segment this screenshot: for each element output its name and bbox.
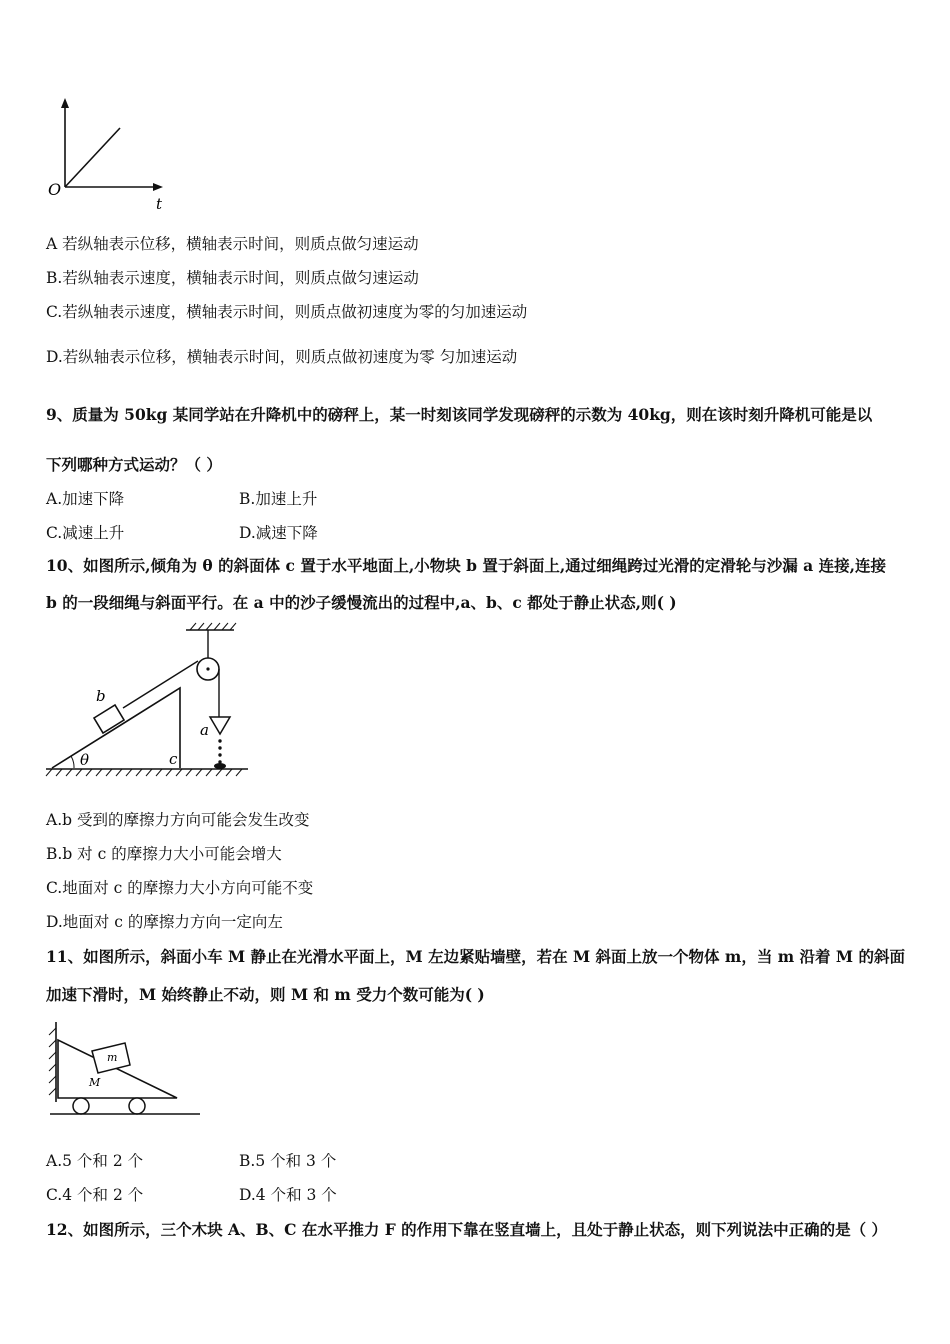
q9-stem-line2: 下列哪种方式运动？（ ） <box>46 455 222 474</box>
x-axis-label: t <box>156 195 163 213</box>
q11-option-d: D.4 个和 3 个 <box>239 1186 337 1204</box>
q10-stem-line1: 10、如图所示,倾角为 θ 的斜面体 c 置于水平地面上,小物块 b 置于斜面上,通过细绳跨过光滑的定滑轮与沙漏 a 连接,连接 <box>46 556 886 575</box>
q8-option-d: D.若纵轴表示位移，横轴表示时间，则质点做初速度为零 匀加速运动 <box>46 348 518 366</box>
label-m-large: M <box>89 1076 101 1089</box>
origin-label: O <box>48 180 62 199</box>
q12-stem-line1: 12、如图所示，三个木块 A、B、C 在水平推力 F 的作用下靠在竖直墙上，且处于静止状态，则下列说法中正确的是（ ） <box>46 1220 888 1239</box>
q10-option-c: C.地面对 c 的摩擦力大小方向可能不变 <box>46 879 314 897</box>
q9-option-d: D.减速下降 <box>239 524 318 542</box>
linear-graph-figure <box>40 95 180 220</box>
q10-option-d: D.地面对 c 的摩擦力方向一定向左 <box>46 913 283 931</box>
q8-option-a: A 若纵轴表示位移，横轴表示时间，则质点做匀速运动 <box>46 235 419 253</box>
label-m-small: m <box>107 1051 118 1064</box>
q10-stem-line2: b 的一段细绳与斜面平行。在 a 中的沙子缓慢流出的过程中,a、b、c 都处于静止状态,则( ) <box>46 593 677 612</box>
q9-option-a: A.加速下降 <box>46 490 125 508</box>
incline-pulley-figure <box>40 620 270 790</box>
q11-option-c: C.4 个和 2 个 <box>46 1186 144 1204</box>
q11-option-b: B.5 个和 3 个 <box>239 1152 337 1170</box>
q9-stem-line1: 9、质量为 50kg 某同学站在升降机中的磅秤上，某一时刻该同学发现磅秤的示数为 40kg，则在该时刻升降机可能是以 <box>46 405 873 424</box>
incline-cart-figure <box>44 1020 204 1120</box>
q8-option-b: B.若纵轴表示速度，横轴表示时间，则质点做匀速运动 <box>46 269 419 287</box>
q11-option-a: A.5 个和 2 个 <box>46 1152 144 1170</box>
q10-option-a: A.b 受到的摩擦力方向可能会发生改变 <box>46 811 310 829</box>
q10-option-b: B.b 对 c 的摩擦力大小可能会增大 <box>46 845 282 863</box>
q9-option-b: B.加速上升 <box>239 490 318 508</box>
label-theta: θ <box>80 751 90 769</box>
label-c: c <box>169 750 178 768</box>
q9-option-c: C.减速上升 <box>46 524 125 542</box>
q8-option-c: C.若纵轴表示速度，横轴表示时间，则质点做初速度为零的匀加速运动 <box>46 303 528 321</box>
q11-stem-line1: 11、如图所示，斜面小车 M 静止在光滑水平面上，M 左边紧贴墙壁，若在 M 斜面上放一个物体 m，当 m 沿着 M 的斜面 <box>46 947 905 966</box>
label-a: a <box>200 721 209 739</box>
q11-stem-line2: 加速下滑时，M 始终静止不动，则 M 和 m 受力个数可能为( ) <box>46 985 485 1004</box>
label-b: b <box>96 687 106 705</box>
